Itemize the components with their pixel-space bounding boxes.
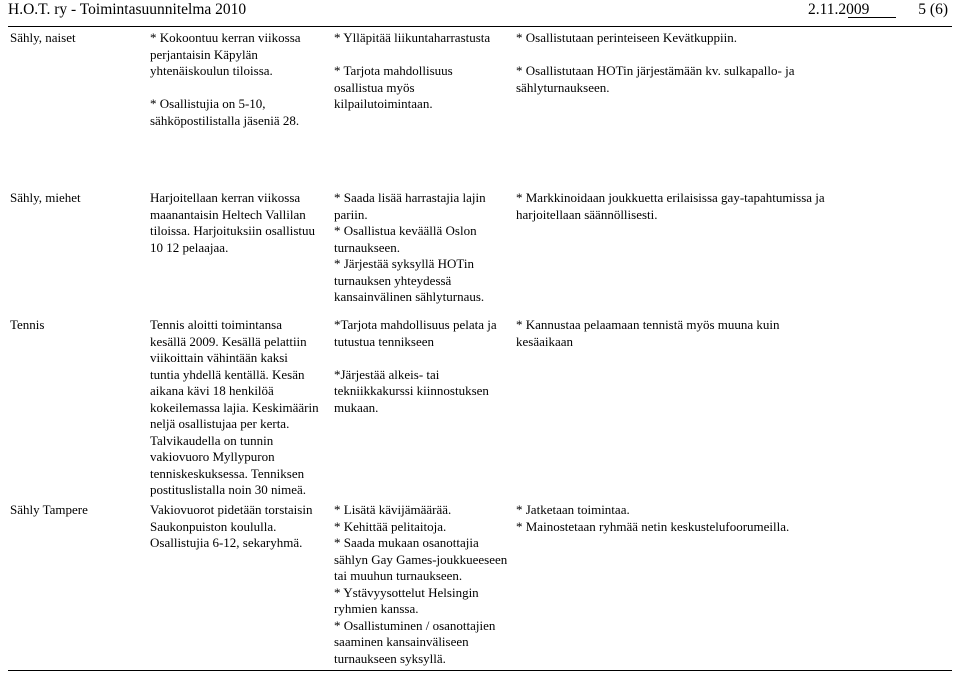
text-line: * Jatketaan toimintaa. (516, 502, 630, 517)
row-name-sahly-tampere: Sähly Tampere (10, 502, 88, 517)
row-current-sahly-naiset (150, 30, 320, 129)
text-line (150, 80, 320, 97)
row-current-tennis (150, 317, 320, 499)
date-underline (848, 17, 896, 18)
text-line: *Tarjota mahdollisuus pelata ja tutustua tennikseen (334, 317, 497, 349)
row-name-sahly-naiset: Sähly, naiset (10, 30, 76, 45)
row-actions-sahly-naiset (516, 30, 816, 96)
text-line: Vakiovuorot pidetään torstaisin Saukonpuiston koululla. Osallistujia 6-12, sekaryhmä. (150, 502, 313, 550)
text-line: * Kokoontuu kerran viikossa perjantaisin Käpylän yhtenäiskoulun tiloissa. (150, 30, 301, 78)
page-header (8, 0, 952, 27)
row-goals-sahly-tampere (334, 502, 509, 667)
text-line (516, 47, 816, 64)
text-line: Tennis aloitti toimintansa kesällä 2009. Kesällä pelattiin viikoittain vähintään kaksi tuntia yhdellä kentällä. Kesän aikana kävi 18 henkilöä kokeilemassa lajia. Keskimäärin neljä osallistujaa per kerta. Talvikaudella on tunnin vakiovuoro Myllypuron tenniskeskuksessa. Tenniksen postituslistalla noin 30 nimeä. (150, 317, 319, 497)
row-name-tennis: Tennis (10, 317, 45, 332)
text-line (334, 350, 504, 367)
text-line: * Saada mukaan osanottajia sählyn Gay Games-joukkueeseen tai muuhun turnaukseen. (334, 535, 508, 583)
text-line: *Järjestää alkeis- tai tekniikkakurssi kiinnostuksen mukaan. (334, 366, 489, 415)
row-goals-tennis (334, 317, 504, 416)
text-line: * Markkinoidaan joukkuetta erilaisissa gay-tapahtumissa ja harjoitellaan säännöllisesti. (516, 190, 825, 222)
text-line: * Osallistuminen / osanottajien saaminen kansainväliseen turnaukseen syksyllä. (334, 617, 496, 666)
text-line: * Osallistutaan HOTin järjestämään kv. sulkapallo- ja sählyturnaukseen. (516, 63, 795, 95)
bottom-rule (8, 670, 952, 671)
text-line: * Ylläpitää liikuntaharrastusta (334, 30, 491, 45)
text-line: * Osallistua keväällä Oslon turnaukseen. (334, 223, 477, 255)
text-line: * Mainostetaan ryhmää netin keskustelufoorumeilla. (516, 518, 790, 534)
row-actions-sahly-tampere (516, 502, 856, 535)
document-title: H.O.T. ry - Toimintasuunnitelma 2010 (8, 1, 247, 18)
text-line: * Kehittää pelitaitoja. (334, 518, 447, 534)
row-actions-sahly-miehet (516, 190, 856, 223)
text-line: * Osallistutaan perinteiseen Kevätkuppiin. (516, 30, 737, 45)
document-date: 2.11.2009 (808, 1, 870, 18)
text-line: * Järjestää syksyllä HOTin turnauksen yhteydessä kansainvälinen sählyturnaus. (334, 256, 485, 304)
row-current-sahly-tampere (150, 502, 320, 552)
page-number: 5 (6) (918, 1, 948, 18)
text-line: * Ystävyysottelut Helsingin ryhmien kanssa. (334, 584, 479, 616)
text-line: * Tarjota mahdollisuus osallistua myös kilpailutoimintaan. (334, 63, 453, 111)
text-line (334, 47, 504, 64)
row-actions-tennis (516, 317, 806, 350)
row-goals-sahly-miehet (334, 190, 504, 306)
row-name-sahly-miehet: Sähly, miehet (10, 190, 81, 205)
text-line: * Kannustaa pelaamaan tennistä myös muuna kuin kesäaikaan (516, 317, 780, 349)
text-line: * Lisätä kävijämäärää. (334, 502, 452, 517)
text-line: * Saada lisää harrastajia lajin pariin. (334, 190, 486, 222)
text-line: Harjoitellaan kerran viikossa maanantaisin Heltech Vallilan tiloissa. Harjoituksiin osallistuu 10 12 pelaajaa. (150, 190, 316, 255)
text-line: * Osallistujia on 5-10, sähköpostilistalla jäseniä 28. (150, 96, 300, 128)
row-current-sahly-miehet (150, 190, 320, 256)
row-goals-sahly-naiset (334, 30, 504, 113)
